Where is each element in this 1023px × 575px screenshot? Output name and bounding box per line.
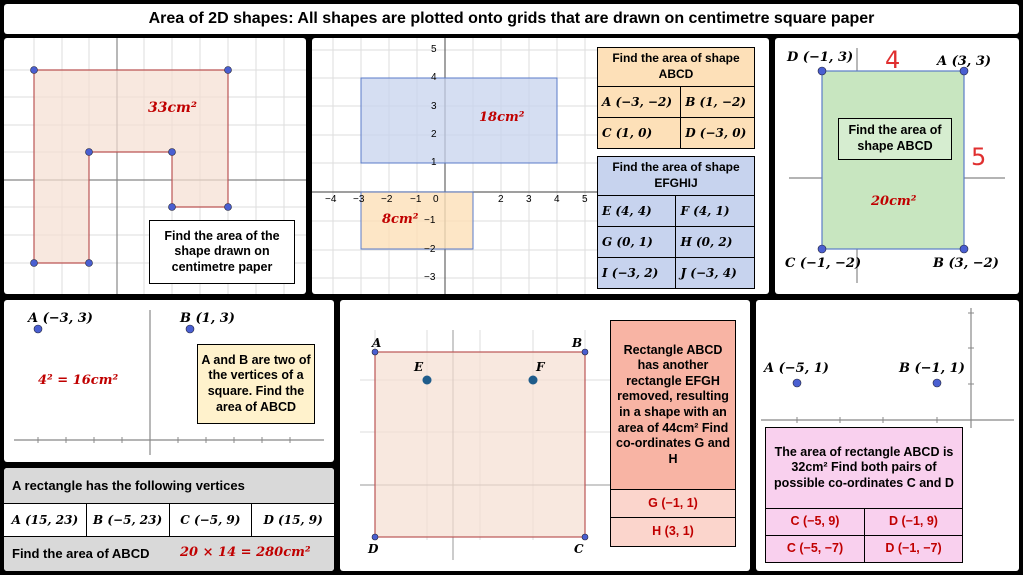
y-tick: 1	[431, 157, 437, 168]
answer-g: G (−1, 1)	[610, 489, 736, 518]
vertex-c: C (1, 0)	[598, 118, 681, 149]
l-shape-question: Find the area of the shape drawn on centimetre paper	[149, 220, 295, 284]
panel-grid-rectangles	[312, 38, 769, 294]
coordinates-question: The area of rectangle ABCD is 32cm² Find both pairs of possible co-ordinates C and D	[765, 427, 963, 509]
width-annotation: 4	[885, 46, 901, 74]
efghij-area: 18cm²	[479, 110, 525, 125]
l-shape-area: 33cm²	[148, 100, 197, 116]
vertex-b-cell: B (−5, 23)	[87, 504, 170, 536]
x-tick: 5	[582, 194, 588, 205]
grid-lines	[312, 38, 597, 294]
vertex-a-label: A (3, 3)	[937, 54, 992, 69]
square-question: A and B are two of the vertices of a square. Find the area of ABCD	[197, 344, 315, 424]
point-e-label: E	[414, 360, 424, 374]
vertex-c-cell: C (−5, 9)	[170, 504, 253, 536]
answer-d2: D (−1, −7)	[864, 535, 963, 563]
vertex-j: J (−3, 4)	[676, 258, 755, 289]
vertex-c-label: C (−1, −2)	[785, 256, 862, 271]
y-tick: 2	[431, 129, 437, 140]
y-tick: 5	[431, 44, 437, 55]
vertex-h: H (0, 2)	[676, 227, 755, 258]
vertex-b-label: B (1, 3)	[180, 311, 235, 326]
vertex-f: F (4, 1)	[676, 196, 755, 227]
y-tick: −3	[424, 272, 436, 283]
rectangle-abcd	[822, 71, 964, 249]
abcd-table	[597, 47, 755, 149]
panel-green-rectangle	[775, 38, 1019, 294]
y-tick: −1	[424, 215, 436, 226]
rectangle-area: 20cm²	[871, 194, 917, 209]
x-tick: 4	[554, 194, 560, 205]
vertex-d-cell: D (15, 9)	[263, 513, 323, 527]
panel-rectangle-vertices	[4, 468, 334, 571]
rectangle-efghij	[361, 78, 557, 163]
vertices-row	[4, 504, 334, 536]
abcd-table-title: Find the area of shape ABCD	[598, 48, 755, 87]
removed-rectangle-question: Rectangle ABCD has another rectangle EFGH removed, resulting in a shape with an area of 44cm² Find co-ordinates G and H	[610, 320, 736, 490]
rectangle-question: Find the area of shape ABCD	[838, 118, 952, 160]
answer-h: H (3, 1)	[610, 517, 736, 547]
panel-removed-rectangle	[340, 300, 750, 571]
x-tick: −1	[410, 194, 422, 205]
panel-possible-coordinates	[756, 300, 1019, 571]
vertex-b: B (1, −2)	[681, 87, 755, 118]
rectangle-question: Find the area of ABCD	[12, 546, 150, 561]
x-tick: −4	[325, 194, 337, 205]
answer-d1: D (−1, 9)	[864, 508, 963, 536]
vertex-a: A (−3, −2)	[598, 87, 681, 118]
y-tick: −2	[424, 244, 436, 255]
vertex-d-label: D (−1, 3)	[787, 50, 854, 65]
height-annotation: 5	[971, 143, 987, 171]
square-vertices	[34, 325, 194, 333]
vertex-g: G (0, 1)	[598, 227, 676, 258]
title-bar	[4, 4, 1019, 34]
rectangle-abcd	[375, 352, 585, 537]
square-area: 4² = 16cm²	[38, 373, 119, 388]
panel-square	[4, 300, 334, 462]
x-tick: 3	[526, 194, 532, 205]
answer-c2: C (−5, −7)	[765, 535, 865, 563]
given-vertices	[793, 379, 941, 387]
y-tick: 3	[431, 101, 437, 112]
vertex-b-label: B (3, −2)	[933, 256, 999, 271]
vertex-a-label: A	[372, 336, 382, 350]
vertex-b-label: B (−1, 1)	[899, 361, 965, 376]
x-tick: 2	[498, 194, 504, 205]
rectangle-answer-row	[4, 536, 334, 571]
rectangle-vertices-title: A rectangle has the following vertices	[4, 468, 334, 504]
vertex-d-label: D	[368, 542, 379, 556]
page-title: Area of 2D shapes: All shapes are plotted onto grids that are drawn on centimetre square paper	[148, 10, 875, 27]
answer-c1: C (−5, 9)	[765, 508, 865, 536]
vertex-d: D (−3, 0)	[681, 118, 755, 149]
vertex-i: I (−3, 2)	[598, 258, 676, 289]
x-tick: −2	[381, 194, 393, 205]
y-tick: 4	[431, 72, 437, 83]
x-tick: 0	[433, 194, 439, 205]
vertex-a-label: A (−5, 1)	[764, 361, 829, 376]
abcd-area: 8cm²	[382, 212, 419, 227]
efghij-table-title: Find the area of shape EFGHIJ	[598, 157, 755, 196]
efghij-table	[597, 156, 755, 289]
vertex-a-label: A (−3, 3)	[28, 311, 93, 326]
vertex-a-cell: A (15, 23)	[4, 504, 87, 536]
vertex-b-label: B	[572, 336, 583, 350]
vertex-e: E (4, 4)	[598, 196, 676, 227]
rectangle-answer: 20 × 14 = 280cm²	[180, 545, 311, 560]
point-f-label: F	[536, 360, 545, 374]
vertex-c-label: C	[574, 542, 584, 556]
panel-l-shape	[4, 38, 306, 294]
x-tick: −3	[353, 194, 365, 205]
